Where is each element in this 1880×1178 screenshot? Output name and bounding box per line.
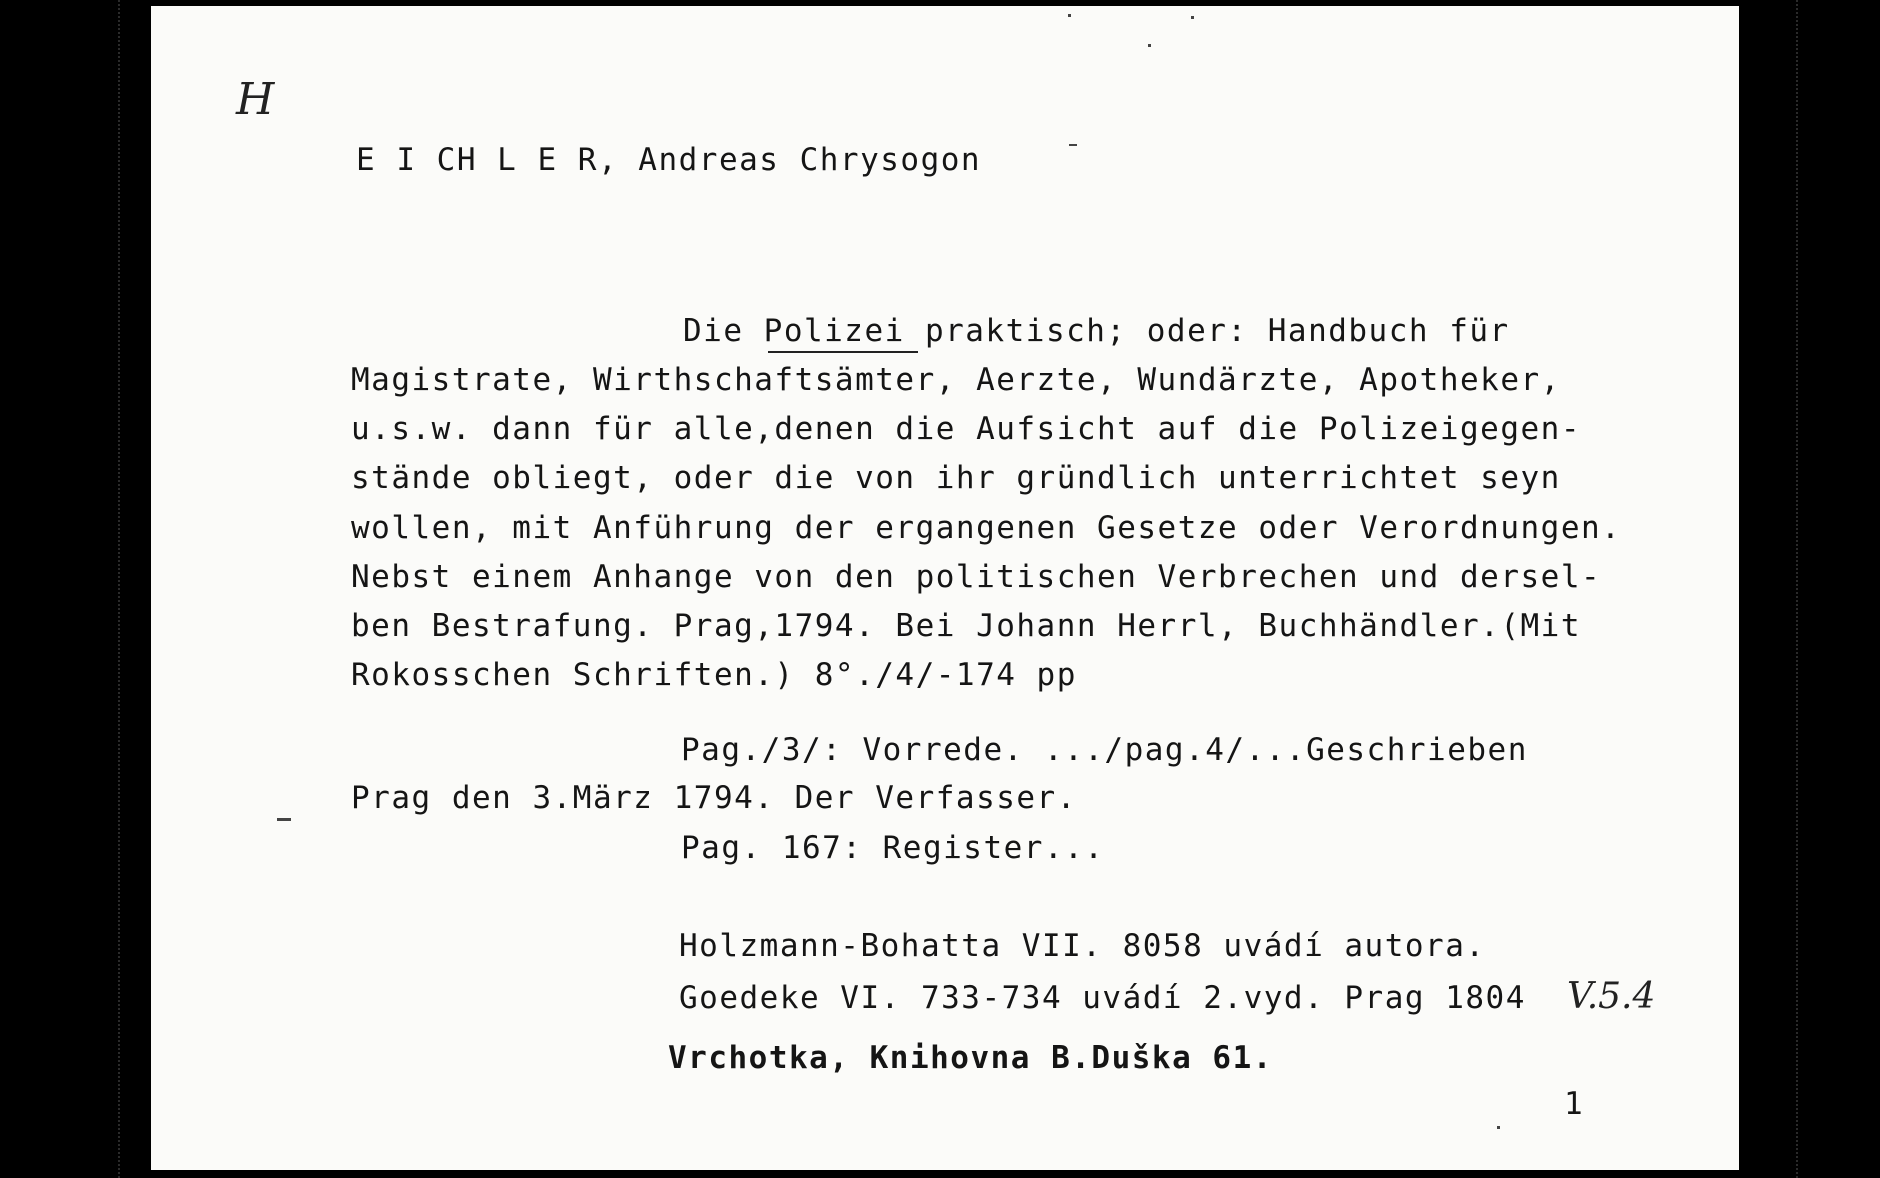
title-line: ben Bestrafung. Prag,1794. Bei Johann Herrl, Buchhändler.(Mit [351,608,1581,644]
title-line: Rokosschen Schriften.) 8°./4/-174 pp [351,657,1077,693]
title-line: Magistrate, Wirthschaftsämter, Aerzte, Wundärzte, Apotheker, [351,362,1561,398]
title-line: Nebst einem Anhange von den politischen Verbrechen und dersel- [351,559,1602,595]
note-line: Pag. 167: Register... [681,830,1105,866]
author-heading: E I CH L E R, Andreas Chrysogon [356,142,982,178]
card-number: 1 [1564,1086,1585,1122]
underline-polizei [768,351,918,353]
note-line: Pag./3/: Vorrede. .../pag.4/...Geschrieben [681,732,1528,768]
speck [277,818,291,821]
speck [1497,1126,1500,1129]
reference-line: Holzmann-Bohatta VII. 8058 uvádí autora. [679,928,1486,964]
reference-line: Goedeke VI. 733-734 uvádí 2.vyd. Prag 1804 [679,980,1526,1016]
film-edge-left [118,0,126,1178]
title-line: u.s.w. dann für alle,denen die Aufsicht auf die Polizeigegen- [351,411,1581,447]
speck [1148,44,1151,47]
title-line: Die Polizei praktisch; oder: Handbuch für [683,313,1510,349]
film-edge-right [1796,0,1804,1178]
handwritten-reference: V.5.4 [1567,976,1656,1017]
speck [1068,14,1071,17]
location-line: Vrchotka, Knihovna B.Duška 61. [668,1040,1273,1076]
note-line: Prag den 3.März 1794. Der Verfasser. [351,780,1077,816]
speck [1191,16,1194,19]
catalog-card [151,6,1739,1170]
speck [1069,144,1077,146]
corner-handwritten-mark: H [236,74,275,125]
title-line: wollen, mit Anführung der ergangenen Gesetze oder Verordnungen. [351,510,1622,546]
title-line: stände obliegt, oder die von ihr gründlich unterrichtet seyn [351,460,1561,496]
